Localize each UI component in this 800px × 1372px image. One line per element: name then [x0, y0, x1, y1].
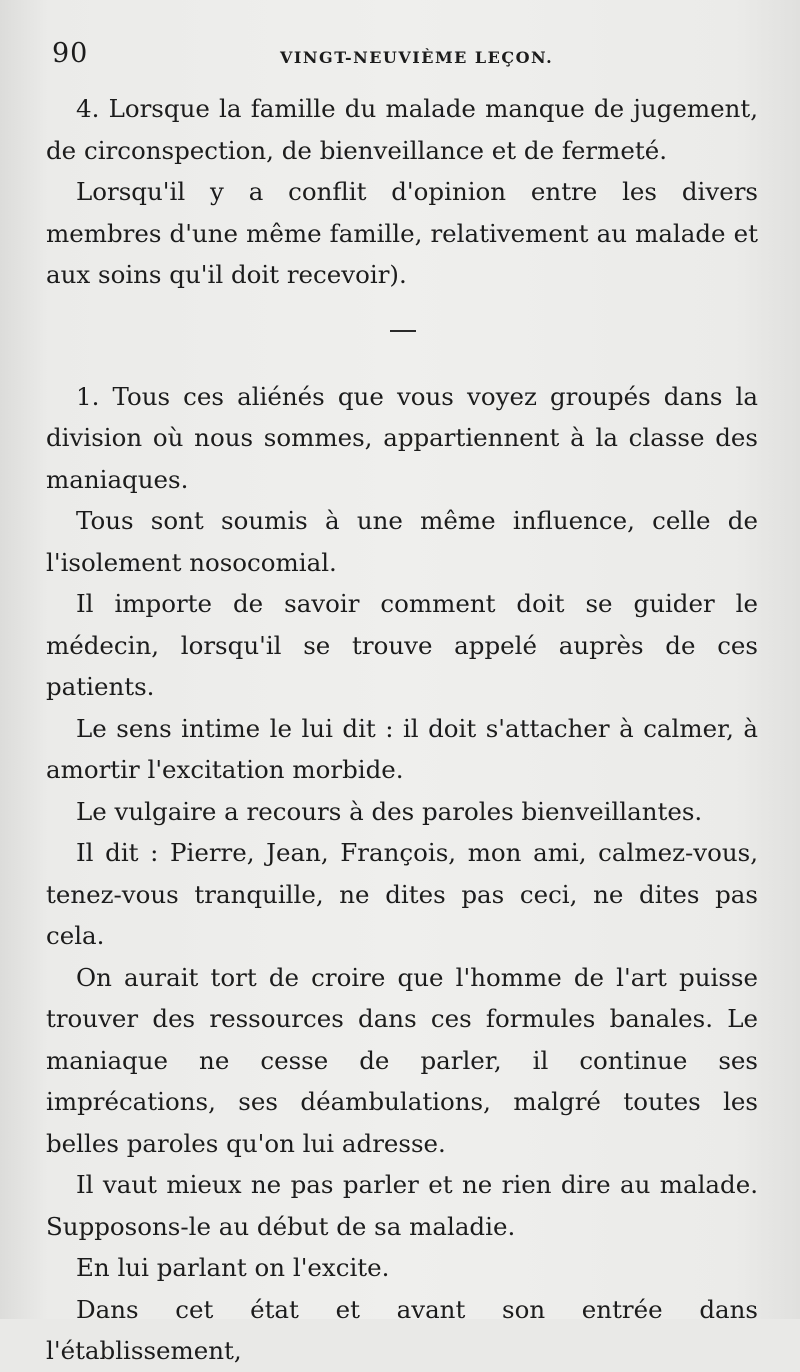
separator-rule [390, 330, 416, 332]
paragraph: Tous sont soumis à une même influence, celle de l'isolement nosocomial. [46, 506, 758, 577]
page-number: 90 [52, 38, 89, 69]
section-separator [46, 296, 758, 376]
paragraph: Lorsqu'il y a conflit d'opinion entre les divers membres d'une même famille, relativement au malade et aux soins qu'il doit recevoir). [46, 177, 758, 289]
paragraph: On aurait tort de croire que l'homme de l'art puisse trouver des ressources dans ces formules banales. Le maniaque ne cesse de parler, il continue ses imprécations, ses déambulations, malgré toutes les belles paroles qu'on lui adresse. [46, 962, 758, 1158]
paragraph: 4. Lorsque la famille du malade manque de jugement, de circonspection, de bienveillance et de fermeté. [46, 94, 758, 165]
page-body [46, 88, 758, 1372]
paragraph: Il dit : Pierre, Jean, François, mon ami, calmez-vous, tenez-vous tranquille, ne dites pas ceci, ne dites pas cela. [46, 838, 758, 950]
page-header [50, 38, 760, 78]
running-head: VINGT-NEUVIÈME LEÇON. [280, 48, 554, 67]
paragraph: En lui parlant on l'excite. [76, 1253, 390, 1282]
paragraph: Dans cet état et avant son entrée dans l'établissement, [46, 1294, 758, 1365]
paragraph: Le sens intime le lui dit : il doit s'attacher à calmer, à amortir l'excitation morbide. [46, 713, 758, 784]
paragraph: Il vaut mieux ne pas parler et ne rien dire au malade. Supposons-le au début de sa maladie. [46, 1170, 758, 1241]
paragraph: 1. Tous ces aliénés que vous voyez groupés dans la division où nous sommes, appartiennent à la classe des maniaques. [46, 381, 758, 494]
paragraph: Il importe de savoir comment doit se guider le médecin, lorsqu'il se trouve appelé auprès de ces patients. [46, 589, 758, 701]
paragraph: Le vulgaire a recours à des paroles bienveillantes. [76, 796, 703, 826]
